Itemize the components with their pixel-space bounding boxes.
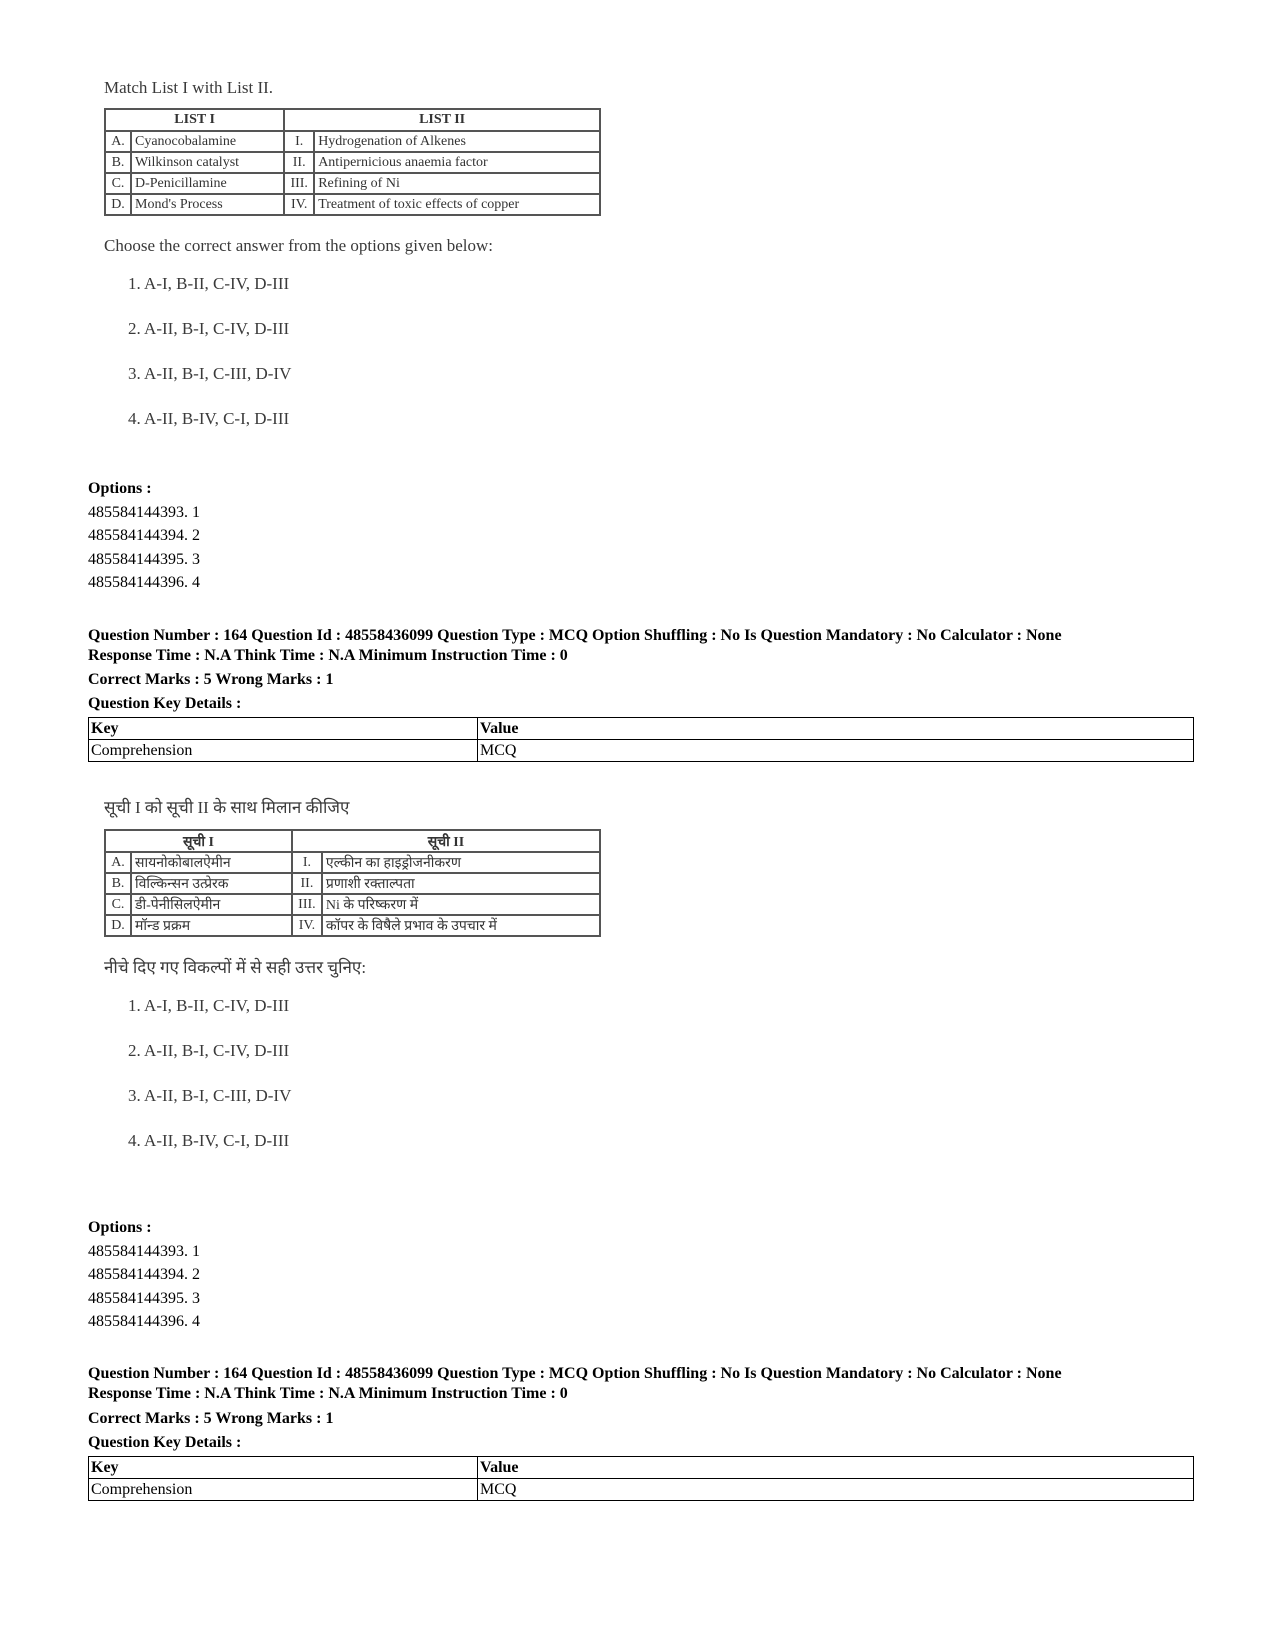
row-match: एल्कीन का हाइड्रोजनीकरण bbox=[322, 852, 600, 873]
choose-instruction: Choose the correct answer from the options given below: bbox=[104, 236, 494, 255]
row-match: Hydrogenation of Alkenes bbox=[314, 131, 600, 152]
key-table-row bbox=[89, 1479, 1194, 1501]
option-item: 485584144395. 3 bbox=[88, 1290, 200, 1307]
row-letter: C. bbox=[105, 173, 131, 194]
match-table-row bbox=[105, 894, 600, 915]
response-time-line: Response Time : N.A Think Time : N.A Minimum Instruction Time : 0 bbox=[88, 647, 568, 664]
match-table-header bbox=[105, 830, 600, 852]
row-letter: B. bbox=[105, 152, 131, 173]
row-letter: B. bbox=[105, 873, 131, 894]
row-item: Wilkinson catalyst bbox=[131, 152, 284, 173]
row-roman: IV. bbox=[292, 915, 322, 936]
option-item: 485584144394. 2 bbox=[88, 1266, 200, 1283]
row-letter: D. bbox=[105, 915, 131, 936]
row-roman: I. bbox=[284, 131, 314, 152]
question-image-english bbox=[104, 78, 604, 454]
row-roman: I. bbox=[292, 852, 322, 873]
row-item: D-Penicillamine bbox=[131, 173, 284, 194]
question-image-hindi bbox=[104, 795, 604, 1176]
answer-choices bbox=[104, 274, 604, 454]
key-details-table bbox=[88, 1456, 1194, 1501]
match-table-header bbox=[105, 109, 600, 131]
answer-choice: 3. A-II, B-I, C-III, D-IV bbox=[128, 1086, 292, 1105]
value-header: Value bbox=[478, 718, 1194, 740]
key-header: Key bbox=[89, 718, 478, 740]
answer-choice: 1. A-I, B-II, C-IV, D-III bbox=[128, 996, 290, 1015]
choose-instruction: नीचे दिए गए विकल्पों में से सही उत्तर चुनिए: bbox=[104, 958, 367, 977]
match-table-row bbox=[105, 131, 600, 152]
match-table-row bbox=[105, 873, 600, 894]
option-item: 485584144396. 4 bbox=[88, 574, 200, 591]
row-match: Treatment of toxic effects of copper bbox=[314, 194, 600, 215]
answer-choice: 2. A-II, B-I, C-IV, D-III bbox=[128, 319, 290, 338]
row-match: Antipernicious anaemia factor bbox=[314, 152, 600, 173]
list-one-header: LIST I bbox=[105, 109, 284, 131]
list-two-header: LIST II bbox=[284, 109, 600, 131]
key-cell: Comprehension bbox=[89, 740, 478, 762]
answer-choice: 2. A-II, B-I, C-IV, D-III bbox=[128, 1041, 290, 1060]
marks-line: Correct Marks : 5 Wrong Marks : 1 bbox=[88, 1410, 334, 1427]
row-roman: III. bbox=[284, 173, 314, 194]
row-item: सायनोकोबालऐमीन bbox=[131, 852, 292, 873]
question-intro: Match List I with List II. bbox=[104, 78, 274, 97]
question-meta-line: Question Number : 164 Question Id : 48558436099 Question Type : MCQ Option Shuffling : No Is Question Mandatory : No Calculator : None bbox=[88, 1365, 1062, 1382]
list-two-header: सूची II bbox=[292, 830, 600, 852]
option-item: 485584144394. 2 bbox=[88, 527, 200, 544]
row-item: मॉन्ड प्रक्रम bbox=[131, 915, 292, 936]
key-header: Key bbox=[89, 1457, 478, 1479]
value-cell: MCQ bbox=[478, 740, 1194, 762]
response-time-line: Response Time : N.A Think Time : N.A Minimum Instruction Time : 0 bbox=[88, 1385, 568, 1402]
key-table-row bbox=[89, 740, 1194, 762]
option-item: 485584144393. 1 bbox=[88, 504, 200, 521]
match-table-row bbox=[105, 173, 600, 194]
key-details-label: Question Key Details : bbox=[88, 695, 242, 712]
row-roman: II. bbox=[284, 152, 314, 173]
option-item: 485584144396. 4 bbox=[88, 1313, 200, 1330]
row-letter: A. bbox=[105, 852, 131, 873]
value-cell: MCQ bbox=[478, 1479, 1194, 1501]
key-details-label: Question Key Details : bbox=[88, 1434, 242, 1451]
row-match: Ni के परिष्करण में bbox=[322, 894, 600, 915]
answer-choice: 4. A-II, B-IV, C-I, D-III bbox=[128, 409, 290, 428]
answer-choices bbox=[104, 996, 604, 1176]
row-match: कॉपर के विषैले प्रभाव के उपचार में bbox=[322, 915, 600, 936]
value-header: Value bbox=[478, 1457, 1194, 1479]
match-table bbox=[104, 829, 601, 937]
row-item: डी-पेनीसिलऐमीन bbox=[131, 894, 292, 915]
match-table-row bbox=[105, 915, 600, 936]
match-table-row bbox=[105, 194, 600, 215]
row-roman: II. bbox=[292, 873, 322, 894]
answer-choice: 3. A-II, B-I, C-III, D-IV bbox=[128, 364, 292, 383]
answer-choice: 4. A-II, B-IV, C-I, D-III bbox=[128, 1131, 290, 1150]
options-label: Options : bbox=[88, 480, 152, 497]
row-roman: III. bbox=[292, 894, 322, 915]
row-letter: C. bbox=[105, 894, 131, 915]
match-table bbox=[104, 108, 601, 216]
key-table-header bbox=[89, 718, 1194, 740]
options-label: Options : bbox=[88, 1219, 152, 1236]
row-letter: A. bbox=[105, 131, 131, 152]
key-table-header bbox=[89, 1457, 1194, 1479]
row-item: Cyanocobalamine bbox=[131, 131, 284, 152]
option-item: 485584144393. 1 bbox=[88, 1243, 200, 1260]
question-meta-line: Question Number : 164 Question Id : 48558436099 Question Type : MCQ Option Shuffling : No Is Question Mandatory : No Calculator : None bbox=[88, 627, 1062, 644]
row-roman: IV. bbox=[284, 194, 314, 215]
match-table-row bbox=[105, 152, 600, 173]
key-cell: Comprehension bbox=[89, 1479, 478, 1501]
marks-line: Correct Marks : 5 Wrong Marks : 1 bbox=[88, 671, 334, 688]
row-item: Mond's Process bbox=[131, 194, 284, 215]
answer-choice: 1. A-I, B-II, C-IV, D-III bbox=[128, 274, 290, 293]
question-intro: सूची I को सूची II के साथ मिलान कीजिए bbox=[104, 798, 350, 817]
row-match: Refining of Ni bbox=[314, 173, 600, 194]
row-item: विल्किन्सन उत्प्रेरक bbox=[131, 873, 292, 894]
list-one-header: सूची I bbox=[105, 830, 292, 852]
row-letter: D. bbox=[105, 194, 131, 215]
key-details-table bbox=[88, 717, 1194, 762]
match-table-row bbox=[105, 852, 600, 873]
row-match: प्रणाशी रक्ताल्पता bbox=[322, 873, 600, 894]
option-item: 485584144395. 3 bbox=[88, 551, 200, 568]
